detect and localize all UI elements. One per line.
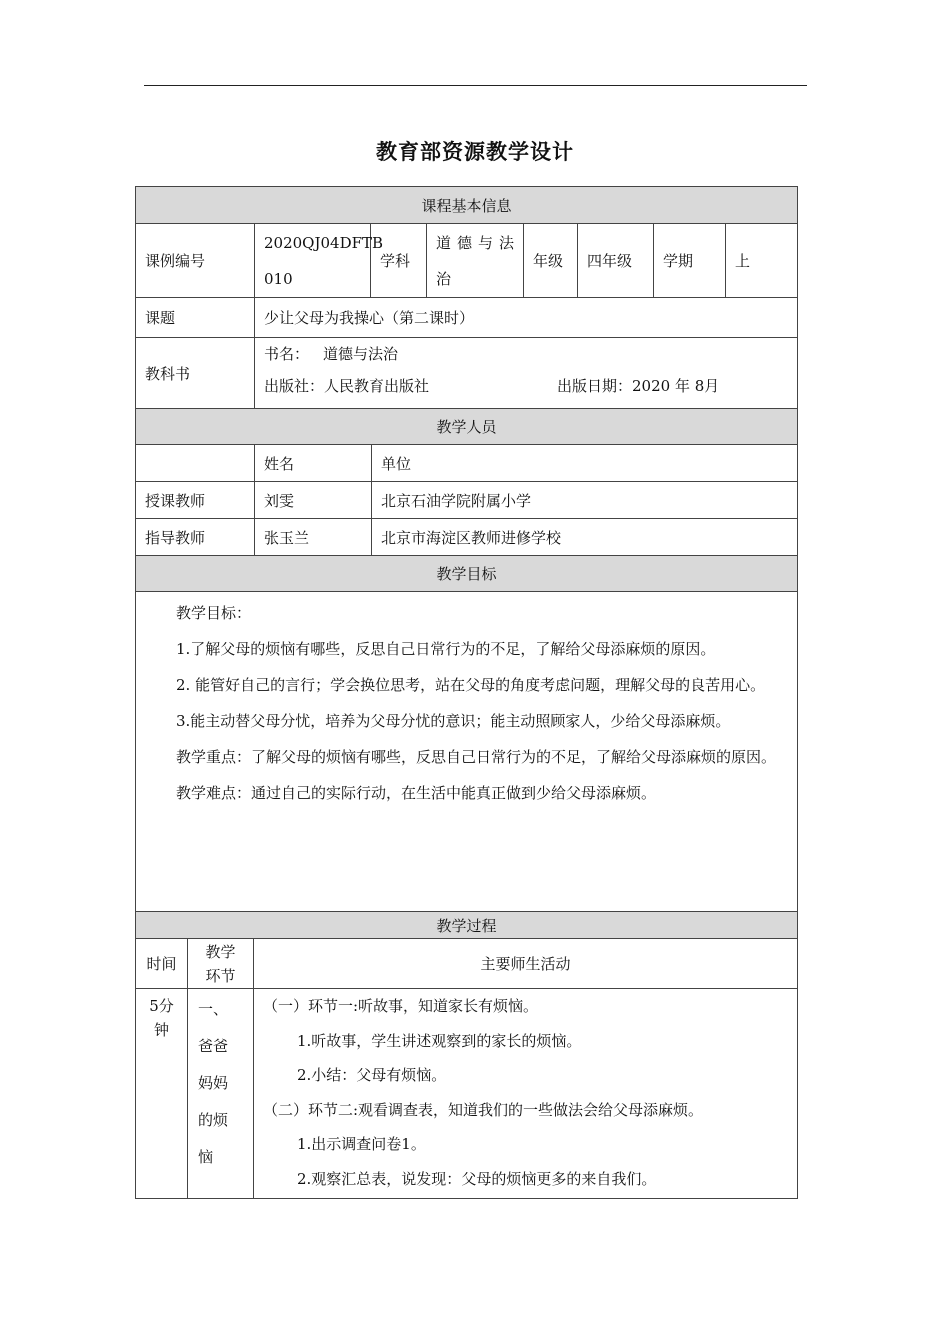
staff-header-row [135,445,798,482]
col-time: 时间 [136,939,188,988]
goals-paragraph: 2. 能管好自己的言行；学会换位思考，站在父母的角度考虑问题，理解父母的良苦用心。 [176,676,766,694]
process-activities [254,989,797,1198]
goals-paragraph: 教学目标： [176,604,252,622]
staff-role: 指导教师 [136,519,255,555]
textbook-row [135,338,798,409]
header-rule [144,85,807,86]
case-no-value: 2020QJ04DFTB 010 [255,224,371,297]
goals-paragraph: 3.能主动替父母分忧，培养为父母分忧的意识；能主动照顾家人，少给父母添麻烦。 [176,712,731,730]
pubdate-label: 出版日期： [557,377,633,395]
process-row [135,989,798,1199]
process-header-row [135,939,798,989]
col-activity: 主要师生活动 [480,955,571,973]
pubdate-value: 2020 年 8月 [632,377,720,395]
textbook-details [255,338,797,408]
subject-label: 学科 [371,224,427,297]
staff-name: 张玉兰 [255,519,372,555]
activity-line: 2.观察汇总表，说发现：父母的烦恼更多的来自我们。 [297,1169,657,1188]
publisher-value: 人民教育出版社 [324,377,430,395]
activity-line: （一）环节一:听故事，知道家长有烦恼。 [263,997,539,1015]
topic-value: 少让父母为我操心（第二课时） [264,309,475,327]
topic-row [135,298,798,338]
term-label: 学期 [654,224,726,297]
document-title: 教育部资源教学设计 [376,139,574,164]
staff-col-name: 姓名 [255,445,372,481]
basic-info-row [135,224,798,298]
textbook-label: 教科书 [136,338,255,408]
activity-line: 1.出示调查问卷1。 [297,1135,426,1153]
section-goals: 教学目标 [135,556,798,592]
section-staff: 教学人员 [135,409,798,445]
staff-row [135,519,798,556]
grade-value: 四年级 [578,224,654,297]
grade-label: 年级 [524,224,578,297]
goals-paragraph: 教学难点：通过自己的实际行动，在生活中能真正做到少给父母添麻烦。 [176,784,657,802]
staff-col-unit: 单位 [381,454,412,473]
section-process: 教学过程 [135,912,798,939]
publisher-label: 出版社： [264,377,325,395]
topic-label: 课题 [136,298,255,337]
activity-line: 1.听故事，学生讲述观察到的家长的烦恼。 [297,1031,582,1050]
staff-unit: 北京石油学院附属小学 [381,491,532,510]
staff-row [135,482,798,519]
staff-role: 授课教师 [136,482,255,518]
term-value: 上 [735,252,751,270]
goals-body [135,592,798,912]
process-stage: 一、 爸爸 妈妈 的烦 恼 [188,989,254,1198]
col-stage: 教学 环节 [188,939,254,988]
staff-empty-cell [136,445,255,481]
subject-value: 道德与法 治 [427,224,524,297]
section-basic-info: 课程基本信息 [135,186,798,224]
staff-name: 刘雯 [255,482,372,518]
staff-unit: 北京市海淀区教师进修学校 [381,528,562,547]
case-no-label: 课例编号 [136,224,255,297]
goals-paragraph: 1.了解父母的烦恼有哪些，反思自己日常行为的不足，了解给父母添麻烦的原因。 [176,640,716,658]
book-name-label: 书名： [264,345,310,363]
goals-paragraph: 教学重点：了解父母的烦恼有哪些，反思自己日常行为的不足，了解给父母添麻烦的原因。 [176,748,777,766]
activity-line: 2.小结：父母有烦恼。 [297,1066,447,1084]
book-name-value: 道德与法治 [323,345,399,363]
activity-line: （二）环节二:观看调查表，知道我们的一些做法会给父母添麻烦。 [263,1100,704,1119]
process-time: 5分 钟 [136,989,188,1198]
